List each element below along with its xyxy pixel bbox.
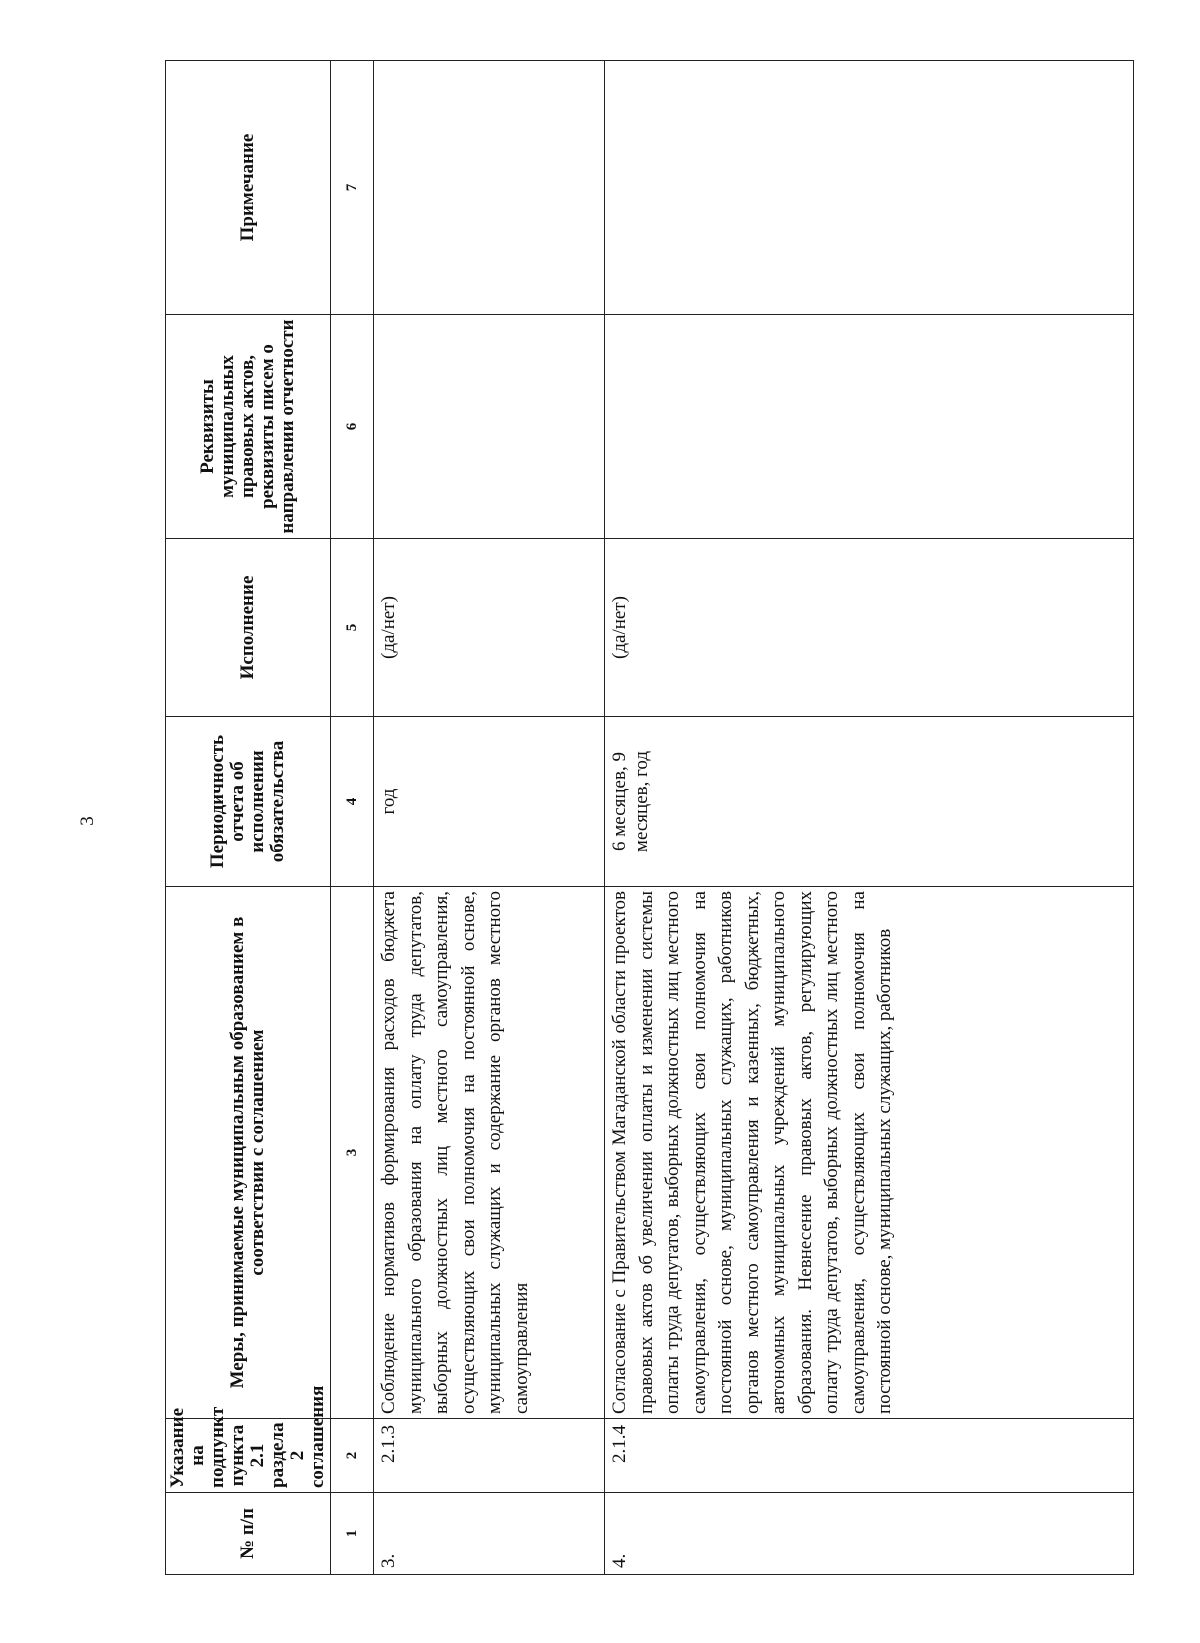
table-row	[374, 61, 605, 1575]
table-row	[605, 61, 1134, 1575]
row-reference: 2.1.3	[374, 1419, 605, 1493]
row-period: 6 месяцев, 9 месяцев, год	[605, 717, 1134, 887]
row-reference: 2.1.4	[605, 1419, 1134, 1493]
header-row	[166, 61, 331, 1575]
column-number: 1	[331, 1493, 374, 1575]
row-execution: (да/нет)	[605, 539, 1134, 717]
header-execution: Исполнение	[166, 539, 331, 717]
header-requisites: Реквизиты муниципальных правовых актов, реквизиты писем о направлении отчетности	[166, 315, 331, 539]
column-number-row	[331, 61, 374, 1575]
row-execution: (да/нет)	[374, 539, 605, 717]
column-number: 5	[331, 539, 374, 717]
header-note: Примечание	[166, 61, 331, 315]
column-number: 7	[331, 61, 374, 315]
column-number: 6	[331, 315, 374, 539]
row-note	[605, 61, 1134, 315]
page-number: 3	[77, 816, 98, 826]
header-ref: Указание на подпункт пункта 2.1 раздела 2 соглашения	[166, 1419, 331, 1493]
row-period: год	[374, 717, 605, 887]
column-number: 2	[331, 1419, 374, 1493]
header-measure: Меры, принимаемые муниципальным образованием в соответствии с соглашением	[166, 887, 331, 1419]
column-number: 3	[331, 887, 374, 1419]
rotated-table-wrapper	[165, 61, 1165, 1575]
row-requisites	[374, 315, 605, 539]
row-number: 4.	[605, 1493, 1134, 1575]
row-measure: Соблюдение нормативов формирования расходов бюджета муниципального образования на оплату труда депутатов, выборных должностных лиц местного самоуправления, осуществляющих свои полномочия на постоянной основе, муниципальных служащих и содержание органов местного самоуправления	[374, 887, 605, 1419]
row-measure: Согласование с Правительством Магаданской области проектов правовых актов об увеличении оплаты и изменении системы оплаты труда депутатов, выборных должностных лиц местного самоуправления, осуществляющих свои полномочия на постоянной основе, муниципальных служащих, работников органов местного самоуправления и казенных, бюджетных, автономных муниципальных учреждений муниципального образования. Невнесение правовых актов, регулирующих оплату труда депутатов, выборных должностных лиц местного самоуправления, осуществляющих свои полномочия на постоянной основе, муниципальных служащих, работников	[605, 887, 1134, 1419]
row-number: 3.	[374, 1493, 605, 1575]
row-requisites	[605, 315, 1134, 539]
obligations-table	[165, 60, 1134, 1575]
row-note	[374, 61, 605, 315]
header-period: Периодичность отчета об исполнении обязательства	[166, 717, 331, 887]
column-number: 4	[331, 717, 374, 887]
header-num: № п/п	[166, 1493, 331, 1575]
